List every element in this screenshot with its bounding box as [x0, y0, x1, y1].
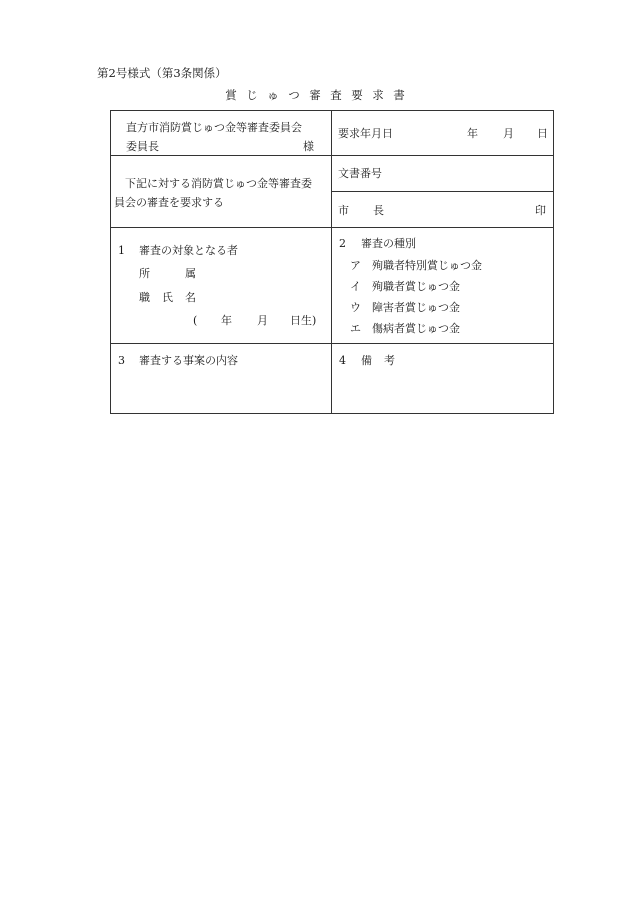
type-label: 傷病者賞じゅつ金 [372, 322, 460, 335]
type-label: 殉職者賞じゅつ金 [372, 280, 460, 293]
addressee-honorific: 様 [303, 140, 314, 153]
birth-year: 年 [221, 314, 232, 327]
section3-heading: 審査する事案の内容 [139, 354, 238, 367]
birth-day: 日生) [290, 314, 317, 327]
section2-heading: 審査の種別 [361, 237, 416, 250]
section4-heading-char1: 備 [361, 354, 372, 367]
section4-heading-char2: 考 [384, 354, 395, 367]
document-number-label: 文書番号 [338, 167, 382, 180]
row-divider-1 [110, 155, 554, 156]
position-name-char1: 職 [139, 291, 150, 304]
mayor-title-char2: 長 [373, 204, 384, 217]
form-number: 第2号様式（第3条関係） [97, 66, 227, 80]
birth-month: 月 [257, 314, 268, 327]
type-mark: イ [350, 280, 361, 293]
affiliation-label-char2: 属 [185, 267, 196, 280]
request-date-month: 月 [503, 127, 514, 140]
addressee-title: 委員長 [126, 140, 159, 153]
affiliation-label-char1: 所 [139, 267, 150, 280]
section1-heading: 審査の対象となる者 [139, 244, 238, 257]
mayor-seal: 印 [535, 204, 546, 217]
request-date-year: 年 [467, 127, 478, 140]
row-divider-2 [110, 227, 554, 228]
section1-number: 1 [118, 244, 125, 257]
type-mark: エ [350, 322, 361, 335]
section2-number: 2 [339, 237, 346, 250]
request-statement-line1: 下記に対する消防賞じゅつ金等審査委 [125, 177, 312, 190]
request-statement-line2: 員会の審査を要求する [114, 196, 224, 209]
row-divider-right-split [331, 191, 554, 192]
mayor-title-char1: 市 [338, 204, 349, 217]
section3-number: 3 [118, 354, 125, 367]
addressee-line1: 直方市消防賞じゅつ金等審査委員会 [126, 121, 302, 134]
request-date-day: 日 [537, 127, 548, 140]
row-divider-3 [110, 343, 554, 344]
type-mark: ア [350, 259, 361, 272]
position-name-char2: 氏 [162, 291, 173, 304]
position-name-char3: 名 [185, 291, 196, 304]
section4-number: 4 [339, 354, 346, 367]
type-label: 障害者賞じゅつ金 [372, 301, 460, 314]
type-mark: ウ [350, 301, 361, 314]
form-title: 賞じゅつ審査要求書 [225, 88, 415, 102]
type-label: 殉職者特別賞じゅつ金 [372, 259, 482, 272]
birth-open-paren: ( [193, 314, 198, 327]
request-date-label: 要求年月日 [338, 127, 393, 140]
